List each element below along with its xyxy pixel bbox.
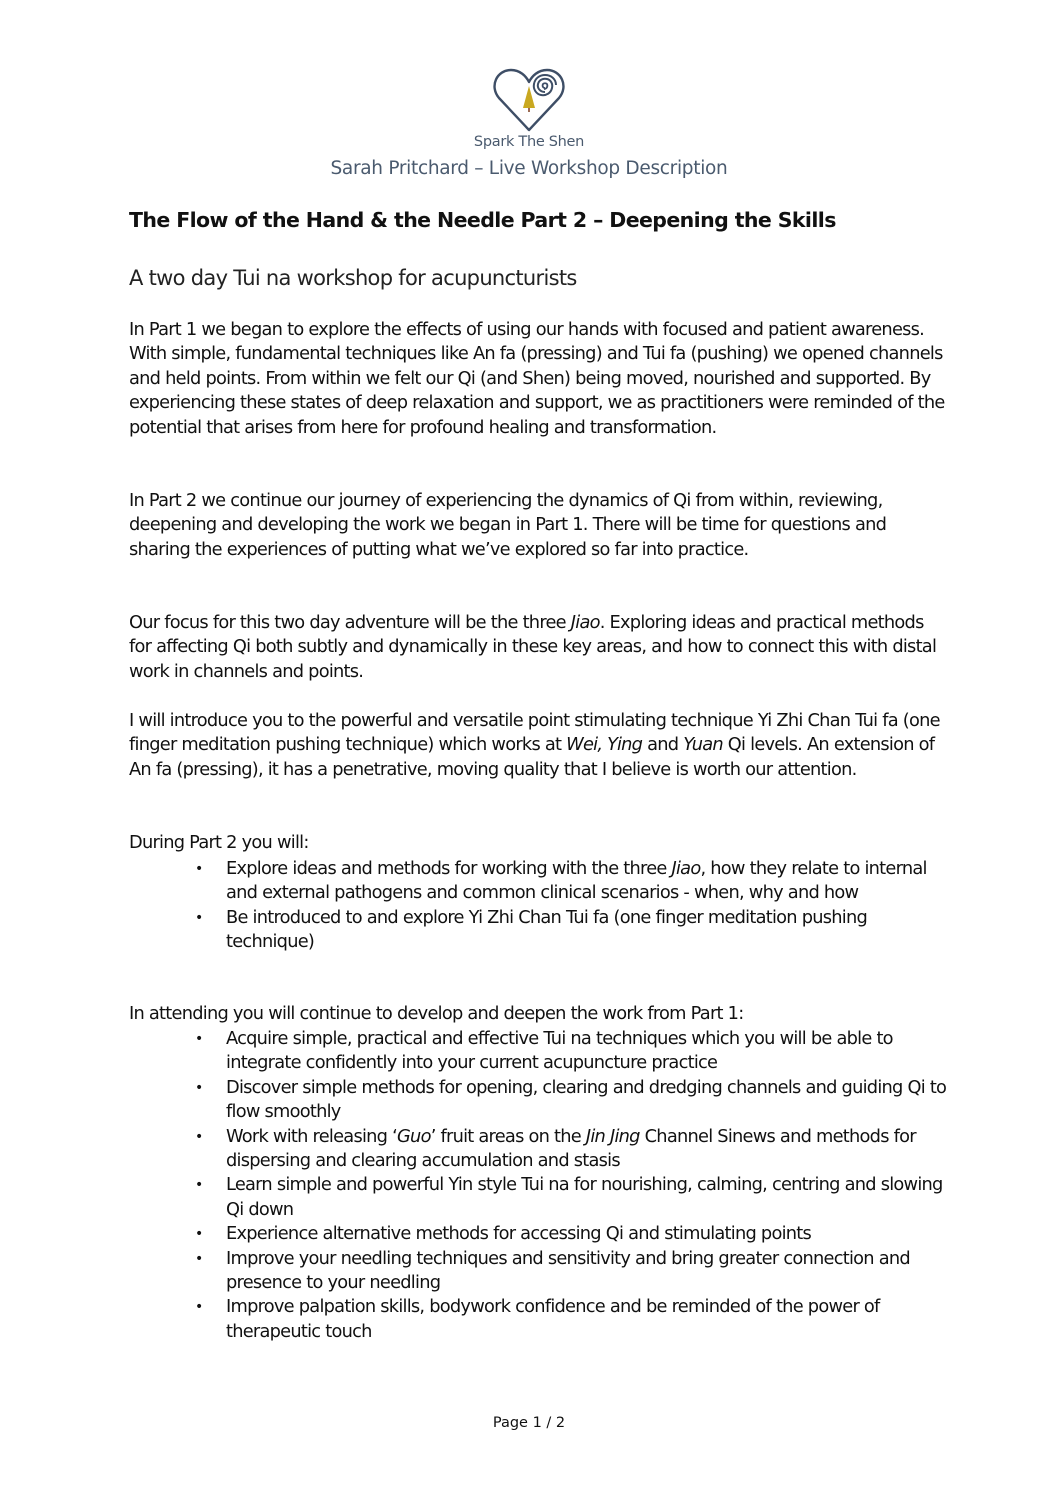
- page-title: The Flow of the Hand & the Needle Part 2 – Deepening the Skills: [129, 208, 836, 232]
- page-number: Page 1 / 2: [492, 1415, 566, 1431]
- italic-term: Yuan: [683, 734, 723, 756]
- text: Work with releasing ‘: [226, 1125, 398, 1147]
- text: and: [642, 734, 684, 756]
- during-list: [129, 857, 949, 955]
- list-item: [129, 906, 949, 955]
- text: Our focus for this two day adventure will be the three: [129, 612, 571, 633]
- text: Be introduced to and explore Yi Zhi Chan Tui fa (one finger meditation pushing technique): [226, 906, 868, 953]
- text: , how they relate to internal and external pathogens and common clinical scenarios - when, why and how: [226, 858, 927, 904]
- text: . Exploring ideas and practical methods for affecting Qi both subtly and dynamically in these key areas, and how to connect this with distal work in channels and points.: [129, 612, 937, 682]
- text: Channel Sinews and methods for dispersing and clearing accumulation and stasis: [226, 1125, 916, 1172]
- bullet-icon: •: [195, 909, 203, 926]
- list-item: [129, 1222, 949, 1246]
- bullet-icon: •: [195, 861, 203, 877]
- bullet-icon: •: [195, 1250, 203, 1267]
- tagline: A two day Tui na workshop for acupuncturists: [129, 266, 577, 290]
- list-item: [129, 857, 949, 906]
- text: Improve palpation skills, bodywork confidence and be reminded of the power of therapeutic touch: [226, 1296, 880, 1342]
- paragraph-part1: In Part 1 we began to explore the effects of using our hands with focused and patient awareness. With simple, fundamental techniques like An fa (pressing) and Tui fa (pushing) we opened channels and held points. From within we felt our Qi (and Shen) being moved, nourished and supported. By experiencing these states of deep relaxation and support, we as practitioners were reminded of the potential that arises from here for profound healing and transformation.: [129, 319, 945, 438]
- text: ’ fruit areas on the: [430, 1125, 586, 1147]
- text: Qi levels. An extension of An fa (pressing), it has a penetrative, moving quality that I believe is worth our attention.: [129, 734, 935, 780]
- text: I will introduce you to the powerful and versatile point stimulating technique Yi Zhi Chan Tui fa (one finger meditation pushing technique) which works at: [129, 710, 940, 756]
- text: Experience alternative methods for accessing Qi and stimulating points: [226, 1223, 812, 1245]
- bullet-icon: •: [195, 1299, 203, 1316]
- document-subtitle: Sarah Pritchard – Live Workshop Description: [330, 158, 728, 179]
- italic-term: Jin Jing: [585, 1125, 640, 1147]
- italic-term: Jiao: [570, 612, 600, 633]
- attending-intro: In attending you will continue to develop and deepen the work from Part 1:: [129, 1003, 744, 1024]
- paragraph-part2: In Part 2 we continue our journey of experiencing the dynamics of Qi from within, reviewing, deepening and developing the work we began in Part 1. There will be time for questions and sharing the experiences of putting what we’ve explored so far into practice.: [129, 490, 887, 560]
- list-item: [129, 1295, 949, 1344]
- italic-term: Jiao: [671, 858, 701, 879]
- text: Improve your needling techniques and sensitivity and bring greater connection and presence to your needling: [226, 1247, 910, 1294]
- during-intro: During Part 2 you will:: [129, 832, 309, 853]
- italic-term: Guo: [397, 1125, 431, 1147]
- bullet-icon: •: [195, 1079, 203, 1096]
- text: Acquire simple, practical and effective Tui na techniques which you will be able to integrate confidently into your current acupuncture practice: [226, 1028, 893, 1074]
- attending-list: [129, 1027, 949, 1344]
- italic-term: Wei, Ying: [566, 734, 643, 756]
- list-item: [129, 1173, 949, 1222]
- bullet-icon: •: [195, 1031, 203, 1047]
- list-item: [129, 1076, 949, 1125]
- list-item: [129, 1125, 949, 1174]
- bullet-icon: •: [195, 1177, 203, 1194]
- paragraph-technique: [129, 709, 949, 782]
- list-item: [129, 1247, 949, 1296]
- text: Discover simple methods for opening, clearing and dredging channels and guiding Qi to flow smoothly: [226, 1076, 947, 1123]
- list-item: [129, 1027, 949, 1076]
- text: Explore ideas and methods for working with the three: [226, 858, 672, 879]
- brand-name: Spark The Shen: [473, 134, 585, 150]
- paragraph-focus: [129, 611, 949, 684]
- text: Learn simple and powerful Yin style Tui na for nourishing, calming, centring and slowing Qi down: [226, 1174, 943, 1220]
- bullet-icon: •: [195, 1128, 203, 1145]
- bullet-icon: •: [195, 1226, 203, 1243]
- heart-spiral-bell-icon: [493, 66, 565, 132]
